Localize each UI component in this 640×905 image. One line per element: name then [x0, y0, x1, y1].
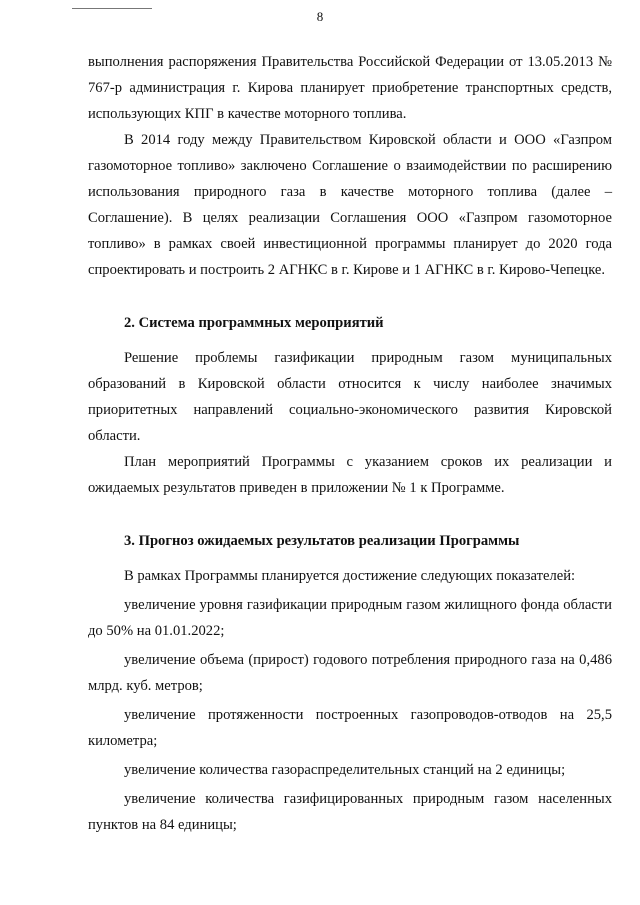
section-2-paragraph: Решение проблемы газификации природным газом муниципальных образований в Кировской области относится к числу наиболее значимых приоритетных направлений социально-экономического развития Кировской области. — [88, 350, 612, 444]
paragraph-continuation: выполнения распоряжения Правительства Российской Федерации от 13.05.2013 № 767-р администрация г. Кирова планирует приобретение транспортных средств, использующих КПГ в качестве моторного топлива. — [88, 54, 612, 122]
spacer — [88, 501, 612, 519]
indicator-item: увеличение объема (прирост) годового потребления природного газа на 0,486 млрд. куб. метров; — [88, 652, 612, 694]
indicator-item: увеличение уровня газификации природным газом жилищного фонда области до 50% на 01.01.2022; — [88, 597, 612, 639]
indicator-item: увеличение количества газифицированных природным газом населенных пунктов на 84 единицы; — [88, 791, 612, 833]
section-2-paragraph: План мероприятий Программы с указанием сроков их реализации и ожидаемых результатов приведен в приложении № 1 к Программе. — [88, 454, 612, 496]
spacer — [88, 283, 612, 301]
page-number: 8 — [316, 9, 324, 24]
section-3-intro: В рамках Программы планируется достижение следующих показателей: — [124, 568, 576, 584]
indicator-item: увеличение количества газораспределительных станций на 2 единицы; — [124, 762, 566, 778]
indicator-item: увеличение протяженности построенных газопроводов-отводов на 25,5 километра; — [88, 707, 612, 749]
document-body — [88, 49, 612, 838]
paragraph-agreement: В 2014 году между Правительством Кировской области и ООО «Газпром газомоторное топливо» заключено Соглашение о взаимодействии по расширению использования природного газа в качестве моторного топлива (далее – Соглашение). В целях реализации Соглашения ООО «Газпром газомоторное топливо» в рамках своей инвестиционной программы планирует до 2020 года спроектировать и построить 2 АГНКС в г. Кирове и 1 АГНКС в г. Кирово-Чепецке. — [88, 132, 612, 278]
section-2-heading: 2. Система программных мероприятий — [124, 315, 384, 331]
section-3-heading: 3. Прогноз ожидаемых результатов реализации Программы — [124, 533, 520, 549]
